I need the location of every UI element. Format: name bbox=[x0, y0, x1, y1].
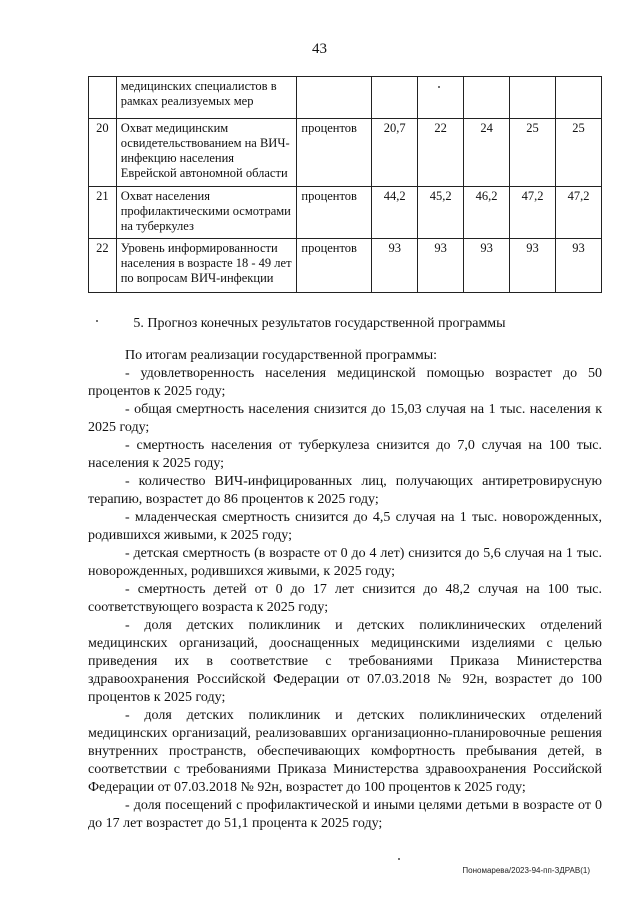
result-item: - общая смертность населения снизится до 15,03 случая на 1 тыс. населения к 2025 году; bbox=[88, 402, 602, 435]
indicator-name: Уровень информированности населения в возрасте 18 - 49 лет по вопросам ВИЧ-инфекции bbox=[116, 239, 297, 293]
result-item: - детская смертность (в возрасте от 0 до 4 лет) снизится до 5,6 случая на 1 тыс. новорожденных, родившихся живыми, к 2025 году; bbox=[88, 546, 602, 579]
result-item: - смертность детей от 0 до 17 лет снизится до 48,2 случая на 100 тыс. соответствующего возраста к 2025 году; bbox=[88, 582, 602, 615]
value-cell bbox=[372, 77, 418, 119]
value-cell: 93 bbox=[510, 239, 556, 293]
scan-speck bbox=[398, 858, 400, 860]
value-cell: 22 bbox=[418, 119, 464, 187]
value-cell: 24 bbox=[464, 119, 510, 187]
result-item: - младенческая смертность снизится до 4,5 случая на 1 тыс. новорожденных, родившихся живыми, к 2025 году; bbox=[88, 510, 602, 543]
scan-speck bbox=[438, 86, 440, 88]
indicator-name: медицинских специалистов в рамках реализуемых мер bbox=[116, 77, 297, 119]
unit: процентов bbox=[297, 187, 372, 239]
table-row bbox=[89, 239, 602, 293]
table-row bbox=[89, 119, 602, 187]
value-cell: 93 bbox=[464, 239, 510, 293]
result-item: - доля детских поликлиник и детских поликлинических отделений медицинских организаций, реализовавших организационно-планировочные решения внутренних пространств, обеспечивающих комфортность пребывания детей, в соответствии с требованиями Приказа Министерства здравоохранения Российской Федерации от 07.03.2018 № 92н, возрастет до 100 процентов к 2025 году; bbox=[88, 708, 602, 795]
value-cell: 46,2 bbox=[464, 187, 510, 239]
result-item: - смертность населения от туберкулеза снизится до 7,0 случая на 100 тыс. населения к 2025 году; bbox=[88, 438, 602, 471]
value-cell: 20,7 bbox=[372, 119, 418, 187]
row-number: 21 bbox=[89, 187, 117, 239]
page-number: 43 bbox=[312, 41, 327, 57]
forecast-text bbox=[88, 347, 602, 833]
value-cell: 93 bbox=[372, 239, 418, 293]
value-cell: 47,2 bbox=[556, 187, 602, 239]
result-item: - доля детских поликлиник и детских поликлинических отделений медицинских организаций, дооснащенных медицинскими изделиями с целью приведения их в соответствие с требованиями Приказа Министерства здравоохранения Российской Федерации от 07.03.2018 № 92н, возрастет до 100 процентов к 2025 году; bbox=[88, 618, 602, 705]
indicators-table bbox=[88, 76, 602, 293]
unit bbox=[297, 77, 372, 119]
indicator-name: Охват медицинским освидетельствованием на ВИЧ-инфекцию населения Еврейской автономной области bbox=[116, 119, 297, 187]
row-number: 22 bbox=[89, 239, 117, 293]
intro-paragraph: По итогам реализации государственной программы: bbox=[125, 348, 438, 363]
value-cell: 45,2 bbox=[418, 187, 464, 239]
document-code: Пономарева/2023-94-пп-ЗДРАВ(1) bbox=[462, 866, 590, 875]
indicator-name: Охват населения профилактическими осмотрами на туберкулез bbox=[116, 187, 297, 239]
value-cell: 44,2 bbox=[372, 187, 418, 239]
row-number bbox=[89, 77, 117, 119]
value-cell: 25 bbox=[556, 119, 602, 187]
value-cell bbox=[556, 77, 602, 119]
row-number: 20 bbox=[89, 119, 117, 187]
value-cell: 93 bbox=[418, 239, 464, 293]
value-cell bbox=[418, 77, 464, 119]
value-cell bbox=[464, 77, 510, 119]
unit: процентов bbox=[297, 119, 372, 187]
result-item: - удовлетворенность населения медицинской помощью возрастет до 50 процентов к 2025 году; bbox=[88, 366, 602, 399]
value-cell bbox=[510, 77, 556, 119]
value-cell: 93 bbox=[556, 239, 602, 293]
table-row bbox=[89, 187, 602, 239]
section-title: 5. Прогноз конечных результатов государственной программы bbox=[133, 316, 506, 331]
value-cell: 47,2 bbox=[510, 187, 556, 239]
result-item: - доля посещений с профилактической и иными целями детьми в возрасте от 0 до 17 лет возрастет до 51,1 процента к 2025 году; bbox=[88, 798, 602, 831]
value-cell: 25 bbox=[510, 119, 556, 187]
unit: процентов bbox=[297, 239, 372, 293]
table-row bbox=[89, 77, 602, 119]
result-item: - количество ВИЧ-инфицированных лиц, получающих антиретровирусную терапию, возрастет до 86 процентов к 2025 году; bbox=[88, 474, 602, 507]
